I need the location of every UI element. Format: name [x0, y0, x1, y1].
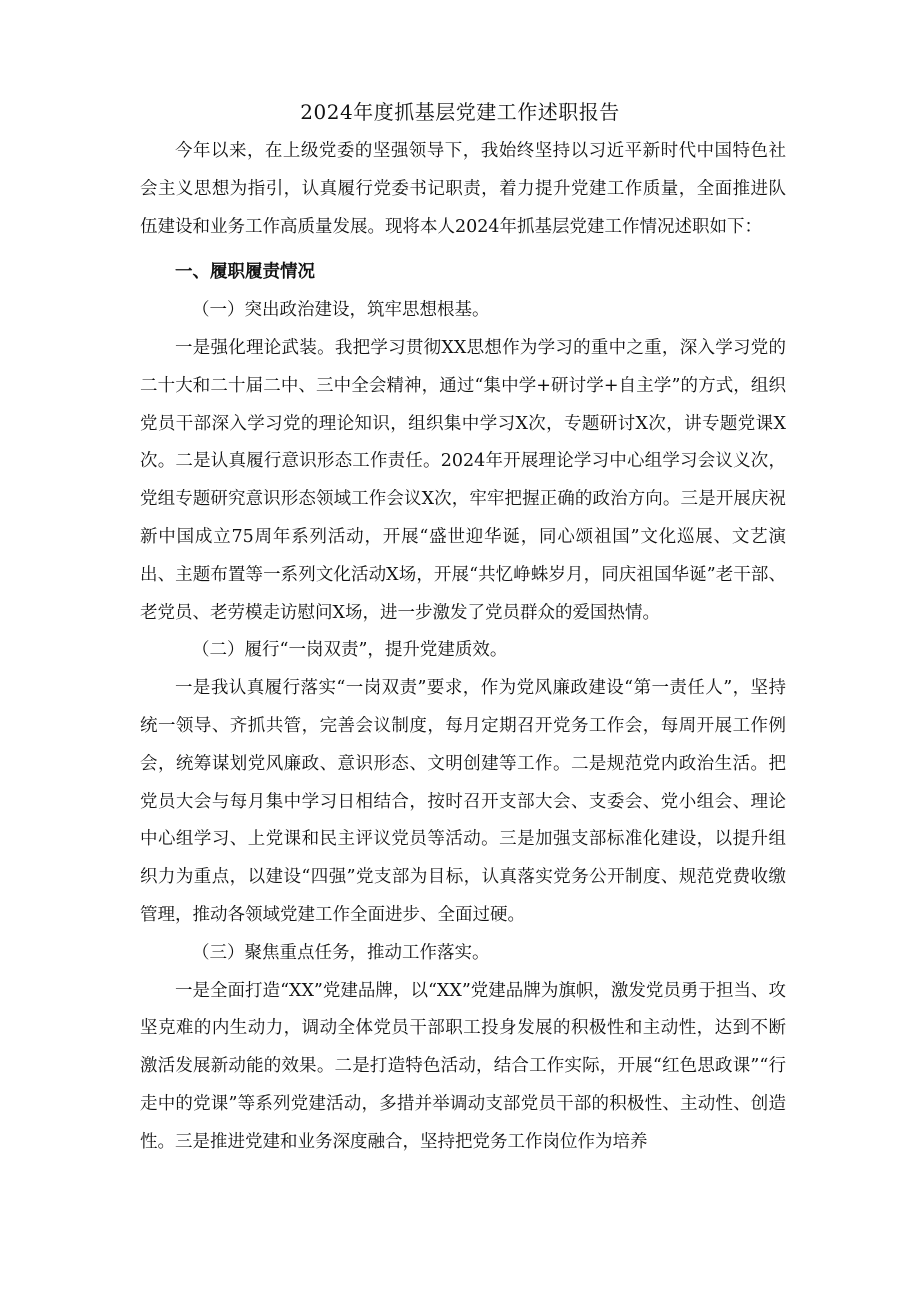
- intro-paragraph: 今年以来，在上级党委的坚强领导下，我始终坚持以习近平新时代中国特色社会主义思想为指引，认真履行党委书记职责，着力提升党建工作质量，全面推进队伍建设和业务工作高质量发展。现将本人2024年抓基层党建工作情况述职如下：: [140, 141, 786, 237]
- subsection-body-3: 一是全面打造“XX”党建品牌，以“XX”党建品牌为旗帜，激发党员勇于担当、攻坚克难的内生动力，调动全体党员干部职工投身发展的积极性和主动性，达到不断激活发展新动能的效果。二是打造特色活动，结合工作实际，开展“红色思政课”“行走中的党课”等系列党建活动，多措并举调动支部党员干部的积极性、主动性、创造性。三是推进党建和业务深度融合，坚持把党务工作岗位作为培养: [140, 980, 786, 1152]
- document-title: 2024年度抓基层党建工作述职报告: [300, 100, 620, 124]
- subsection-heading-2: （二）履行“一岗双责”，提升党建质效。: [192, 640, 508, 661]
- document-body: [140, 133, 786, 1162]
- subsection-body-2: 一是我认真履行落实“一岗双责”要求，作为党风廉政建设“第一责任人”，坚持统一领导、齐抓共管，完善会议制度，每月定期召开党务工作会，每周开展工作例会，统筹谋划党风廉政、意识形态、文明创建等工作。二是规范党内政治生活。把党员大会与每月集中学习日相结合，按时召开支部大会、支委会、党小组会、理论中心组学习、上党课和民主评议党员等活动。三是加强支部标准化建设，以提升组织力为重点，以建设“四强”党支部为目标，认真落实党务公开制度、规范党费收缴管理，推动各领域党建工作全面进步、全面过硬。: [140, 678, 786, 925]
- subsection-heading-3: （三）聚焦重点任务，推动工作落实。: [192, 942, 490, 963]
- section-heading: 一、履职履责情况: [175, 262, 315, 283]
- subsection-body-1: 一是强化理论武装。我把学习贯彻XX思想作为学习的重中之重，深入学习党的二十大和二十届二中、三中全会精神，通过“集中学+研讨学+自主学”的方式，组织党员干部深入学习党的理论知识，组织集中学习X次，专题研讨X次，讲专题党课X次。二是认真履行意识形态工作责任。2024年开展理论学习中心组学习会议义次，党组专题研究意识形态领域工作会议X次，牢牢把握正确的政治方向。三是开展庆祝新中国成立75周年系列活动，开展“盛世迎华诞，同心颂祖国”文化巡展、文艺演出、主题布置等一系列文化活动X场，开展“共忆峥蛛岁月，同庆祖国华诞”老干部、老党员、老劳模走访慰问X场，进一步激发了党员群众的爱国热情。: [140, 337, 786, 623]
- subsection-heading-1: （一）突出政治建设，筑牢思想根基。: [192, 300, 490, 321]
